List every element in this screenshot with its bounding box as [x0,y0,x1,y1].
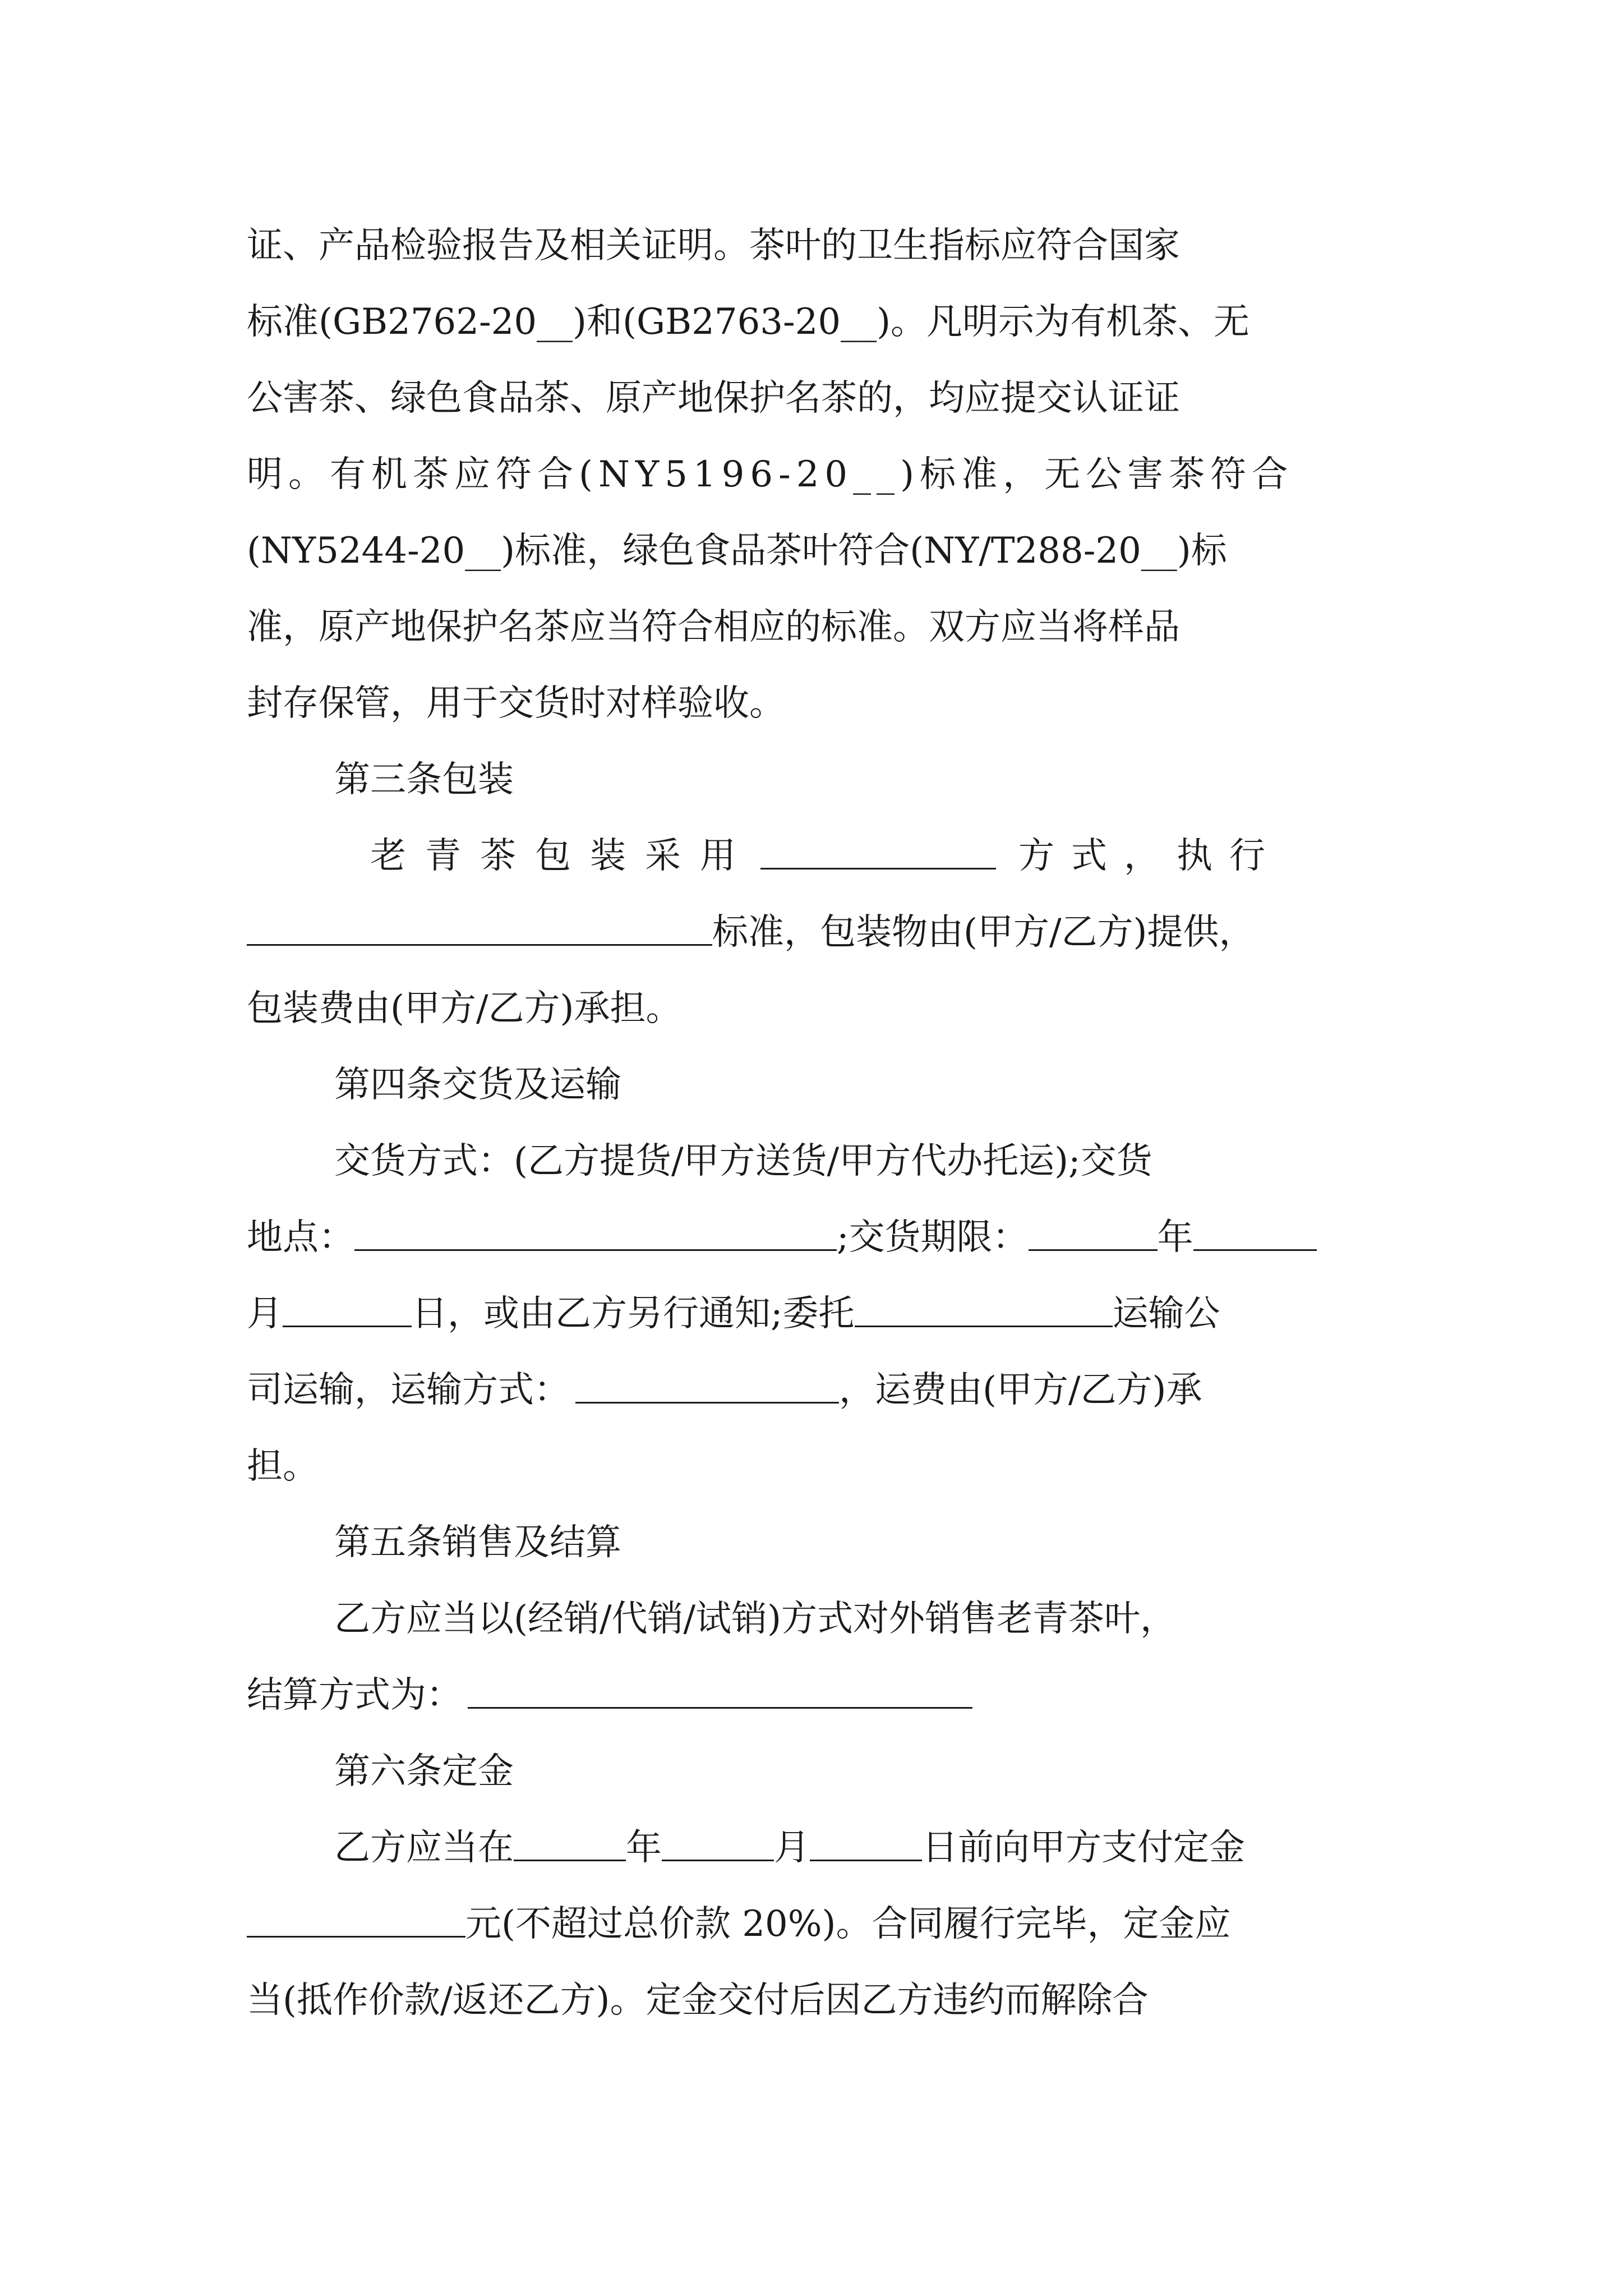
text-line: 证、产品检验报告及相关证明。茶叶的卫生指标应符合国家 [247,225,1180,266]
text-line: (NY5244-20__)标准，绿色食品茶叶符合(NY/T288-20__)标 [247,530,1227,572]
text-line: 公害茶、绿色食品茶、原产地保护名茶的，均应提交认证证 [247,378,1180,419]
text-line: 标准(GB2762-20__)和(GB2763-20__)。凡明示为有机茶、无 [247,301,1250,343]
blank-delivery-year[interactable] [1029,1217,1158,1251]
article-4-heading: 第四条交货及运输 [334,1064,621,1106]
article-6-line-1 [247,1810,1385,1886]
text-span: 元(不超过总价款 20%)。合同履行完毕，定金应 [465,1903,1231,1945]
blank-delivery-month-lead[interactable] [1193,1217,1317,1251]
article-5-line-1: 乙方应当以(经销/代销/试销)方式对外销售老青茶叶， [334,1598,1177,1640]
blank-packaging-method[interactable] [760,836,996,870]
blank-deposit-amount[interactable] [247,1904,465,1938]
article-4-line-4 [247,1352,1385,1428]
text-span: 结算方式为： [247,1674,462,1716]
text-span: 标准，包装物由(甲方/乙方)提供， [712,912,1255,953]
article-3-heading: 第三条包装 [334,759,514,800]
article-4-line-3 [247,1276,1385,1352]
blank-delivery-month[interactable] [283,1294,412,1328]
text-span: 年 [1157,1217,1193,1258]
text-span: 地点： [247,1217,354,1258]
text-span: ，运费由(甲方/乙方)承 [839,1369,1202,1411]
blank-deposit-month[interactable] [662,1828,774,1862]
article-3-line-3: 包装费由(甲方/乙方)承担。 [247,988,682,1029]
text-span: 方式，执行 [1018,835,1282,877]
text-line: 准，原产地保护名茶应当符合相应的标准。双方应当将样品 [247,606,1180,648]
blank-settlement-method[interactable] [468,1675,972,1709]
text-span: 年 [626,1827,662,1869]
article-6-heading: 第六条定金 [334,1751,514,1792]
article-5-line-2 [247,1657,1385,1733]
text-span: 乙方应当在 [334,1827,514,1869]
article-3-line-2 [247,894,1385,970]
article-5-heading: 第五条销售及结算 [334,1522,621,1563]
blank-transport-method[interactable] [575,1370,839,1404]
article-6-line-3: 当(抵作价款/返还乙方)。定金交付后因乙方违约而解除合 [247,1980,1149,2021]
article-4-line-2 [247,1199,1385,1276]
blank-deposit-day[interactable] [810,1828,922,1862]
document-page [247,208,1385,2039]
text-span: 日，或由乙方另行通知;委托 [412,1293,855,1335]
article-4-line-5: 担。 [247,1446,319,1487]
blank-transport-company[interactable] [855,1294,1113,1328]
text-span: ;交货期限： [837,1217,1029,1258]
blank-deposit-year[interactable] [514,1828,626,1862]
text-span: 老青茶包装采用 [370,835,755,877]
text-span: 司运输，运输方式： [247,1369,570,1411]
text-span: 运输公 [1112,1293,1220,1335]
text-line: 明。有机茶应符合(NY5196-20__)标准，无公害茶符合 [247,454,1294,495]
blank-packaging-standard[interactable] [247,912,712,946]
article-4-line-1: 交货方式：(乙方提货/甲方送货/甲方代办托运);交货 [334,1140,1152,1182]
article-3-line-1 [247,818,1385,894]
blank-delivery-location[interactable] [354,1217,837,1251]
article-6-line-2 [247,1886,1385,1962]
text-span: 月 [247,1293,283,1335]
text-span: 日前向甲方支付定金 [922,1827,1245,1869]
text-line: 封存保管，用于交货时对样验收。 [247,683,785,724]
text-span: 月 [774,1827,810,1869]
